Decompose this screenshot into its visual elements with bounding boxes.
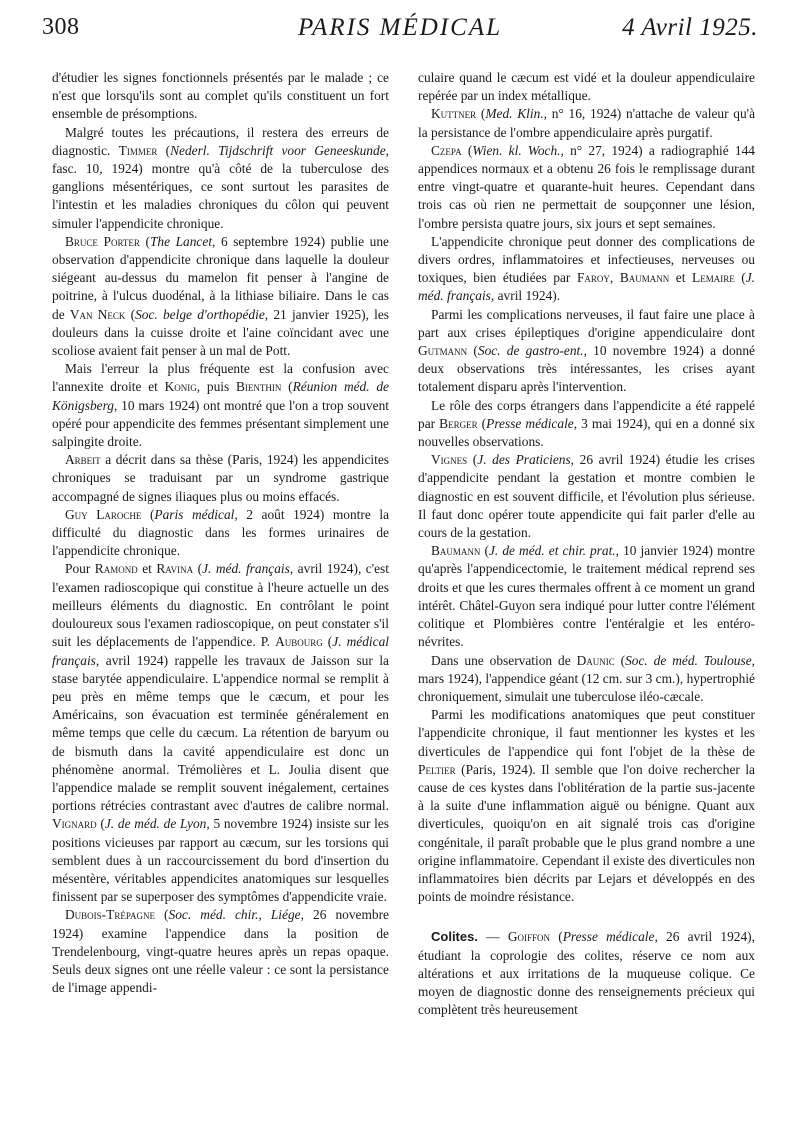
- left-column: [52, 69, 389, 997]
- paragraph: Parmi les modifications anatomiques que peut constituer l'appendicite chronique, il faut mentionner les kystes et les diverticules de l'appendice qui font l'objet de la thèse de Peltier (Paris, 1924). Il semble que l'on doive rechercher la cause de ces kystes dans l'oblitération de la partie sus-jacente à la suite d'une inflammation aiguë ou bénigne. Quant aux diverticules, quoiqu'on en ait signalé trois cas d'origine congénitale, il paraît probable que le plus grand nombre a une origine inflammatoire. Cependant il existe des diverticules non inflammatoires bien décrits par Lejars et développés en des points de moindre résistance.: [418, 707, 755, 905]
- paragraph: L'appendicite chronique peut donner des complications de divers ordres, inflammatoires et infectieuses, nerveuses ou toxiques, bien étudiées par Faroy, Baumann et Lemaire (J. méd. français, avril 1924).: [418, 233, 756, 304]
- paragraph: Pour Ramond et Ravina (J. méd. français, avril 1924), c'est l'examen radioscopique qui constitue à l'heure actuelle un des meilleurs éléments du diagnostic. En contrôlant le point douloureux sous l'examen radioscopique, on peut constater s'il suit les déplacements de l'appendice. P. Aubourg (J. médical français, avril 1924) rappelle les travaux de Jaisson sur la stase barytée appendiculaire. L'appendice normal se remplit à peu près en même temps que le cæcum, et pour les Américains, son évacuation est terminée généralement en même temps que celle du cæcum. La rétention de baryum ou de bismuth dans la cavité appendiculaire est donc un phénomène anormal. Trémolières et L. Joulia disent que l'appendice malade se remplit souvent inégalement, certaines portions rétrécies contrastant avec d'autres de calibre normal. Vignard (J. de méd. de Lyon, 5 novembre 1924) insiste sur les positions vicieuses par rapport au cæcum, sur les torsions qui semblent dues à un raccourcissement du bord d'insertion du mésentère, véritables appendicites anatomiques sur lesquelles finissent par se superposer des symptômes d'appendicite vraie.: [52, 561, 390, 905]
- paragraph: Guy Laroche (Paris médical, 2 août 1924) montre la difficulté du diagnostic dans les formes urinaires de l'appendicite chronique.: [52, 506, 390, 559]
- section-colites: Colites. — Goiffon (Presse médicale, 26 avril 1924), étudiant la coprologie des colites, réserve ce nom aux altérations et aux irritations de la muqueuse colique. Ce moyen de diagnostic donne des renseignements précieux qui complètent très heureusement: [418, 929, 755, 1018]
- paragraph: Parmi les complications nerveuses, il faut faire une place à part aux crises épileptiques d'origine appendiculaire dont Gutmann (Soc. de gastro-ent., 10 novembre 1924) a donné deux observations très intéressantes, les crises ayant totalement disparu après l'intervention.: [418, 306, 755, 395]
- paragraph: Dans une observation de Daunic (Soc. de méd. Toulouse, mars 1924), l'appendice géant (12 cm. sur 3 cm.), hypertrophié chroniquement, simulait une tuberculose iléo-cæcale.: [418, 652, 755, 704]
- paragraph: Baumann (J. de méd. et chir. prat., 10 janvier 1924) montre qu'après l'appendicectomie, le traitement médical reprend ses droits et que les cures thermales offrent à ce moment un grand intérêt. Châtel-Guyon sera indiqué pour lutter contre l'élément colitique et Plombières contre l'entéralgie et les entéro-névrites.: [418, 543, 756, 650]
- paragraph: culaire quand le cæcum est vidé et la douleur appendiculaire repérée par un index métallique.: [418, 70, 755, 104]
- right-column: [418, 69, 755, 1019]
- paragraph: Dubois-Trépagne (Soc. méd. chir., Liége, 26 novembre 1924) examine l'appendice dans la position de Trendelenbourg, vingt-quatre heures après un repas opaque. Seuls deux signes ont une réelle valeur : ce sont la persistance de l'image appendi-: [52, 907, 389, 996]
- paragraph: Malgré toutes les précautions, il restera des erreurs de diagnostic. Timmer (Nederl. Tijdschrift voor Geneeskunde, fasc. 10, 1924) montre qu'à côté de la tuberculose des ganglions mésentériques, ce sont surtout les parasites de l'intestin et les maladies chroniques du côlon qui peuvent simuler l'appendicite chronique.: [52, 124, 390, 231]
- journal-title: PARIS MÉDICAL: [298, 14, 502, 41]
- paragraph: Bruce Porter (The Lancet, 6 septembre 1924) publie une observation d'appendicite chronique dans laquelle la douleur siégeant au-dessus du mamelon fit penser à l'angine de poitrine, à l'ulcus duodénal, à la lithiase biliaire. Dans le cas de Van Neck (Soc. belge d'orthopédie, 21 janvier 1925), les douleurs dans la cuisse droite et l'aine coïncidant avec une scoliose avaient fait penser à un mal de Pott.: [52, 233, 390, 359]
- page-number: 308: [42, 14, 80, 40]
- issue-date: 4 Avril 1925.: [622, 14, 758, 41]
- paragraph: Arbeit a décrit dans sa thèse (Paris, 1924) les appendicites chroniques se traduisant par un syndrome gastrique accompagné de signes iliaques plus ou moins effacés.: [52, 452, 389, 504]
- paragraph: Le rôle des corps étrangers dans l'appendicite a été rappelé par Berger (Presse médicale, 3 mai 1924), qui en a donné six nouvelles observations.: [418, 397, 756, 450]
- paragraph: Czepa (Wien. kl. Woch., n° 27, 1924) a radiographié 144 appendices normaux et a obtenu 26 fois le remplissage durant entre vingt-quatre et quarante-huit heures. Cependant dans trois cas où rien ne permettait de soupçonner une lésion, l'ombre persista quatre jours, six jours et sept semaines.: [418, 142, 756, 231]
- paragraph: d'étudier les signes fonctionnels présentés par le malade ; ce n'est que lorsqu'ils sont au complet qu'ils constituent un fort ensemble de présomptions.: [52, 70, 389, 122]
- paragraph: Vignes (J. des Praticiens, 26 avril 1924) étudie les crises d'appendicite pendant la gestation et montre combien le diagnostic en est souvent difficile, et l'évolution plus sérieuse. Il faut donc opérer toute appendicite qui fait parler d'elle au cours de la gestation.: [418, 452, 755, 541]
- paragraph: Mais l'erreur la plus fréquente est la confusion avec l'annexite droite et Konig, puis Bienthin (Réunion méd. de Königsberg, 10 mars 1924) ont montré que l'on a trop souvent opéré pour appendicite des femmes présentant simplement une salpingite droite.: [52, 361, 389, 450]
- running-header: [42, 14, 758, 48]
- paragraph: Kuttner (Med. Klin., n° 16, 1924) n'attache de valeur qu'à la persistance de l'ombre appendiculaire après purgatif.: [418, 106, 756, 140]
